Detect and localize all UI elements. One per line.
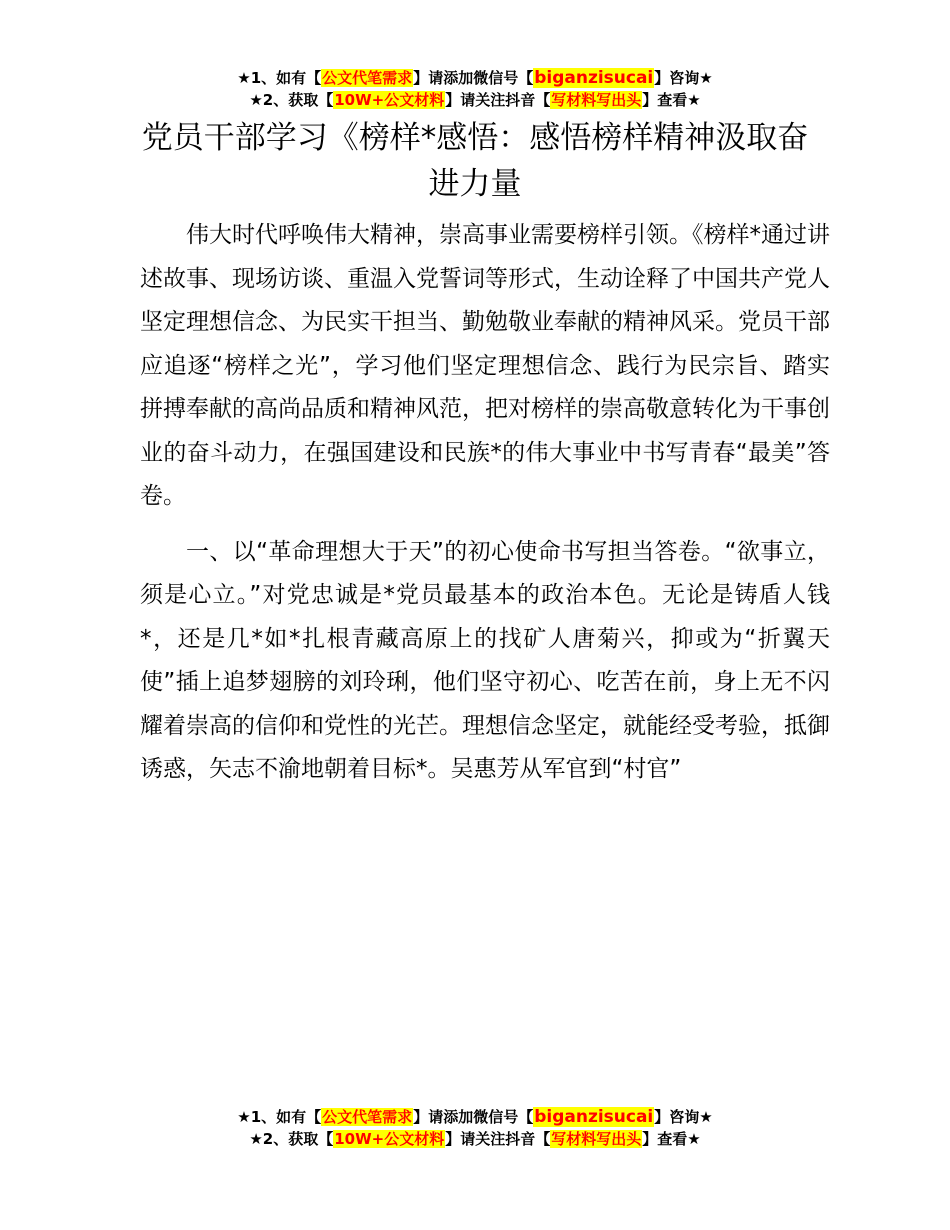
promo-tag-materials: 10W+公文材料 — [334, 1130, 445, 1148]
promo-line-2: ★2、获取【10W+公文材料】请关注抖音【写材料写出头】查看★ — [249, 91, 701, 109]
document-title: 党员干部学习《榜样*感悟：感悟榜样精神汲取奋进力量 — [141, 120, 809, 202]
promo-tag-service: 公文代笔需求 — [322, 1108, 413, 1126]
paragraph-section-1: 一、以“革命理想大于天”的初心使命书写担当答卷。“欲事立，须是心立。”对党忠诚是*党员最基本的政治本色。无论是铸盾人钱*，还是几*如*扎根青藏高原上的找矿人唐菊兴，抑或为“折翼天使”插上追梦翅膀的刘玲琍，他们坚守初心、吃苦在前，身上无不闪耀着崇高的信仰和党性的光芒。理想信念坚定，就能经受考验，抵御诱惑，矢志不渝地朝着目标*。吴惠芳从军官到“村官” — [140, 538, 830, 782]
promo-tag-service: 公文代笔需求 — [322, 69, 413, 87]
promo-tag-douyin: 写材料写出头 — [551, 91, 642, 109]
document-body — [140, 214, 830, 804]
paragraph-intro: 伟大时代呼唤伟大精神，崇高事业需要榜样引领。《榜样*通过讲述故事、现场访谈、重温入党誓词等形式，生动诠释了中国共产党人坚定理想信念、为民实干担当、勤勉敬业奉献的精神风采。党员干部应追逐“榜样之光”，学习他们坚定理想信念、践行为民宗旨、踏实拼搏奉献的高尚品质和精神风范，把对榜样的崇高敬意转化为干事创业的奋斗动力，在强国建设和民族*的伟大事业中书写青春“最美”答卷。 — [140, 222, 830, 509]
promo-line-1: ★1、如有【公文代笔需求】请添加微信号【biganzisucai】咨询★ — [237, 1107, 713, 1127]
promo-tag-wechat-id: biganzisucai — [534, 68, 654, 88]
promo-header — [0, 67, 950, 111]
promo-tag-douyin: 写材料写出头 — [551, 1130, 642, 1148]
promo-line-2: ★2、获取【10W+公文材料】请关注抖音【写材料写出头】查看★ — [249, 1130, 701, 1148]
promo-tag-wechat-id: biganzisucai — [534, 1107, 654, 1127]
promo-tag-materials: 10W+公文材料 — [334, 91, 445, 109]
promo-line-1: ★1、如有【公文代笔需求】请添加微信号【biganzisucai】咨询★ — [237, 68, 713, 88]
promo-footer — [0, 1106, 950, 1150]
